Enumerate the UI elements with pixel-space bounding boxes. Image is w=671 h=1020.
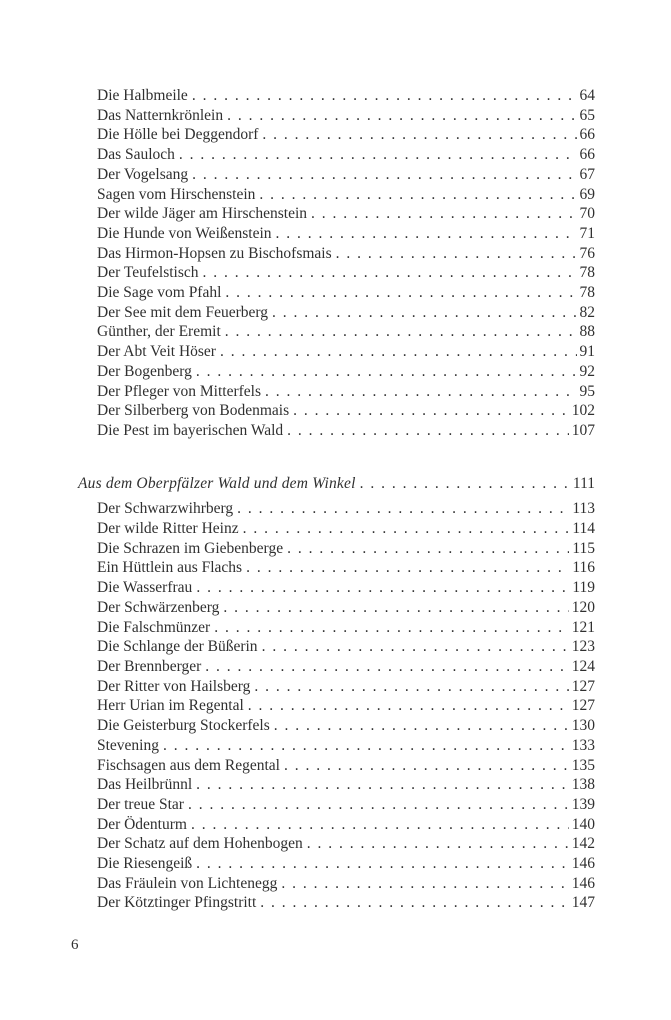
toc-entry-row [78,795,595,815]
toc-entry-page: 146 [571,874,595,892]
toc-entry-page: 127 [571,697,595,715]
toc-entry-title: Die Falschmünzer [97,618,211,636]
toc-entry-title: Die Schlange der Büßerin [97,638,258,656]
toc-entry-row [78,519,595,539]
toc-entry-title: Das Sauloch [97,146,175,164]
toc-entry-title: Der Vogelsang [97,165,189,183]
toc-entry-row [78,677,595,697]
dot-leader [311,204,576,224]
toc-entry-page: 113 [572,500,595,518]
toc-entry-page: 64 [579,87,595,104]
toc-entry-row [78,736,595,756]
toc-entry-row [78,657,595,677]
toc-entry-title: Die Wasserfrau [97,579,193,597]
toc-entry-page: 142 [571,835,595,853]
toc-entry-page: 66 [579,146,595,164]
toc-entry-page: 88 [579,323,595,341]
toc-entry-page: 135 [571,756,595,774]
toc-entry-title: Die Pest im bayerischen Wald [97,421,284,439]
toc-entry-page: 107 [571,421,595,439]
toc-entry-title: Der Silberberg von Bodenmais [97,402,290,420]
dot-leader [259,185,576,205]
toc-entry-page: 78 [579,264,595,282]
toc-entry-row [78,224,595,244]
dot-leader [179,145,577,165]
toc-entry-title: Der Kötztinger Pfingstritt [97,894,257,912]
dot-leader [293,401,569,421]
toc-entry-row [78,185,595,205]
toc-entry-title: Der Schwärzenberg [97,598,220,616]
toc-entry-row [78,263,595,283]
toc-entry-title: Der See mit dem Feuerberg [97,303,269,321]
dot-leader [196,578,569,598]
toc-entry-title: Der Schwarzwihrberg [97,500,234,518]
toc-entry-row [78,775,595,795]
toc-entry-title: Der Brennberger [97,657,202,675]
toc-entry-row [78,539,595,559]
dot-leader [248,696,569,716]
toc-entry-title: Die Hunde von Weißenstein [97,224,272,242]
dot-leader [214,618,569,638]
toc-entry-title: Die Schrazen im Giebenberge [97,539,284,557]
toc-entry-title: Günther, der Eremit [97,323,221,341]
toc-entry-page: 123 [571,638,595,656]
toc-entry-row [78,165,595,185]
toc-entry-title: Der Teufelstisch [97,264,199,282]
toc-entry-row [78,382,595,402]
toc-entry-page: 95 [579,382,595,400]
toc-entry-row [78,145,595,165]
toc-entry-row [78,893,595,913]
toc-entry-page: 138 [571,776,595,794]
toc-entry-row [78,204,595,224]
dot-leader [281,874,568,894]
dot-leader [265,382,577,402]
toc-entry-page: 78 [579,284,595,302]
toc-entry-row [78,578,595,598]
toc-entry-row [78,874,595,894]
dot-leader [284,756,569,776]
dot-leader [192,86,577,106]
toc-entry-page: 140 [571,815,595,833]
toc-entry-row [78,303,595,323]
toc-section [78,474,595,913]
table-of-contents [78,86,595,913]
toc-entry-page: 119 [572,579,595,597]
dot-leader [254,677,568,697]
toc-entry-row [78,342,595,362]
dot-leader [237,499,569,519]
toc-entry-row [78,499,595,519]
dot-leader [188,795,569,815]
toc-entry-row [78,86,595,106]
toc-entry-row [78,637,595,657]
dot-leader [196,775,569,795]
dot-leader [360,474,570,494]
toc-entry-row [78,854,595,874]
toc-entry-title: Fischsagen aus dem Regental [97,756,280,774]
toc-entry-title: Der Schatz auf dem Hohenbogen [97,835,303,853]
toc-entry-title: Die Hölle bei Deggendorf [97,126,259,144]
dot-leader [227,106,576,126]
dot-leader [260,893,568,913]
toc-section-heading-row [78,474,595,494]
toc-entry-title: Die Sage vom Pfahl [97,284,222,302]
toc-entry-page: 91 [579,343,595,361]
toc-entry-page: 65 [579,106,595,124]
toc-entry-title: Das Fräulein von Lichtenegg [97,874,278,892]
toc-entry-page: 76 [579,244,595,262]
toc-entry-row [78,558,595,578]
toc-entry-page: 121 [571,618,595,636]
toc-entry-title: Der Ödenturm [97,815,187,833]
toc-entry-row [78,598,595,618]
dot-leader [287,539,569,559]
toc-entry-page: 115 [572,539,595,557]
toc-entry-page: 69 [579,185,595,203]
toc-entry-page: 130 [571,717,595,735]
toc-entry-page: 82 [579,303,595,321]
toc-entry-row [78,696,595,716]
dot-leader [223,598,568,618]
toc-entry-page: 127 [571,677,595,695]
toc-section-entries [78,86,595,441]
toc-entry-page: 139 [571,795,595,813]
dot-leader [246,558,569,578]
toc-entry-title: Der treue Star [97,795,184,813]
toc-section [78,86,595,441]
toc-section-entries [78,499,595,913]
dot-leader [225,322,577,342]
toc-entry-page: 67 [579,165,595,183]
toc-entry-row [78,362,595,382]
toc-entry-page: 147 [571,894,595,912]
toc-entry-page: 92 [579,362,595,380]
toc-entry-page: 120 [571,598,595,616]
toc-entry-title: Das Hirmon-Hopsen zu Bischofsmais [97,244,332,262]
toc-entry-page: 66 [579,126,595,144]
toc-entry-page: 114 [572,520,595,538]
toc-entry-title: Die Geisterburg Stockerfels [97,717,270,735]
toc-entry-title: Der wilde Jäger am Hirschenstein [97,205,308,223]
dot-leader [163,736,569,756]
toc-section-heading-title: Aus dem Oberpfälzer Wald und dem Winkel [78,474,356,492]
dot-leader [191,815,569,835]
dot-leader [220,342,577,362]
toc-entry-page: 116 [572,559,595,577]
toc-entry-row [78,244,595,264]
toc-entry-row [78,834,595,854]
toc-entry-page: 71 [579,224,595,242]
dot-leader [203,263,577,283]
page-number: 6 [71,937,79,953]
toc-entry-title: Der wilde Ritter Heinz [97,520,239,538]
dot-leader [196,854,569,874]
toc-entry-title: Die Riesengeiß [97,855,193,873]
dot-leader [192,165,576,185]
toc-entry-row [78,716,595,736]
dot-leader [336,244,577,264]
toc-entry-row [78,421,595,441]
toc-entry-title: Der Abt Veit Höser [97,343,216,361]
toc-entry-row [78,283,595,303]
toc-entry-title: Das Natternkrönlein [97,106,224,124]
dot-leader [262,125,576,145]
toc-entry-title: Die Halbmeile [97,87,188,104]
toc-entry-row [78,401,595,421]
toc-entry-title: Der Bogenberg [97,362,192,380]
toc-entry-row [78,125,595,145]
toc-entry-title: Der Ritter von Hailsberg [97,677,251,695]
dot-leader [205,657,568,677]
dot-leader [243,519,570,539]
dot-leader [287,421,569,441]
toc-entry-title: Ein Hüttlein aus Flachs [97,559,243,577]
toc-entry-title: Stevening [97,736,159,754]
toc-entry-title: Herr Urian im Regental [97,697,244,715]
toc-entry-page: 146 [571,855,595,873]
dot-leader [272,303,576,323]
toc-entry-title: Sagen vom Hirschenstein [97,185,256,203]
toc-entry-title: Das Heilbrünnl [97,776,193,794]
toc-entry-row [78,618,595,638]
toc-entry-page: 124 [571,657,595,675]
dot-leader [274,716,569,736]
toc-entry-row [78,815,595,835]
toc-section-heading-page: 111 [572,474,595,492]
toc-entry-row [78,756,595,776]
dot-leader [276,224,577,244]
toc-entry-page: 133 [571,736,595,754]
dot-leader [225,283,576,303]
toc-entry-row [78,322,595,342]
dot-leader [262,637,569,657]
toc-entry-title: Der Pfleger von Mitterfels [97,382,261,400]
toc-entry-page: 70 [579,205,595,223]
toc-entry-page: 102 [571,402,595,420]
dot-leader [307,834,569,854]
dot-leader [196,362,577,382]
toc-entry-row [78,106,595,126]
